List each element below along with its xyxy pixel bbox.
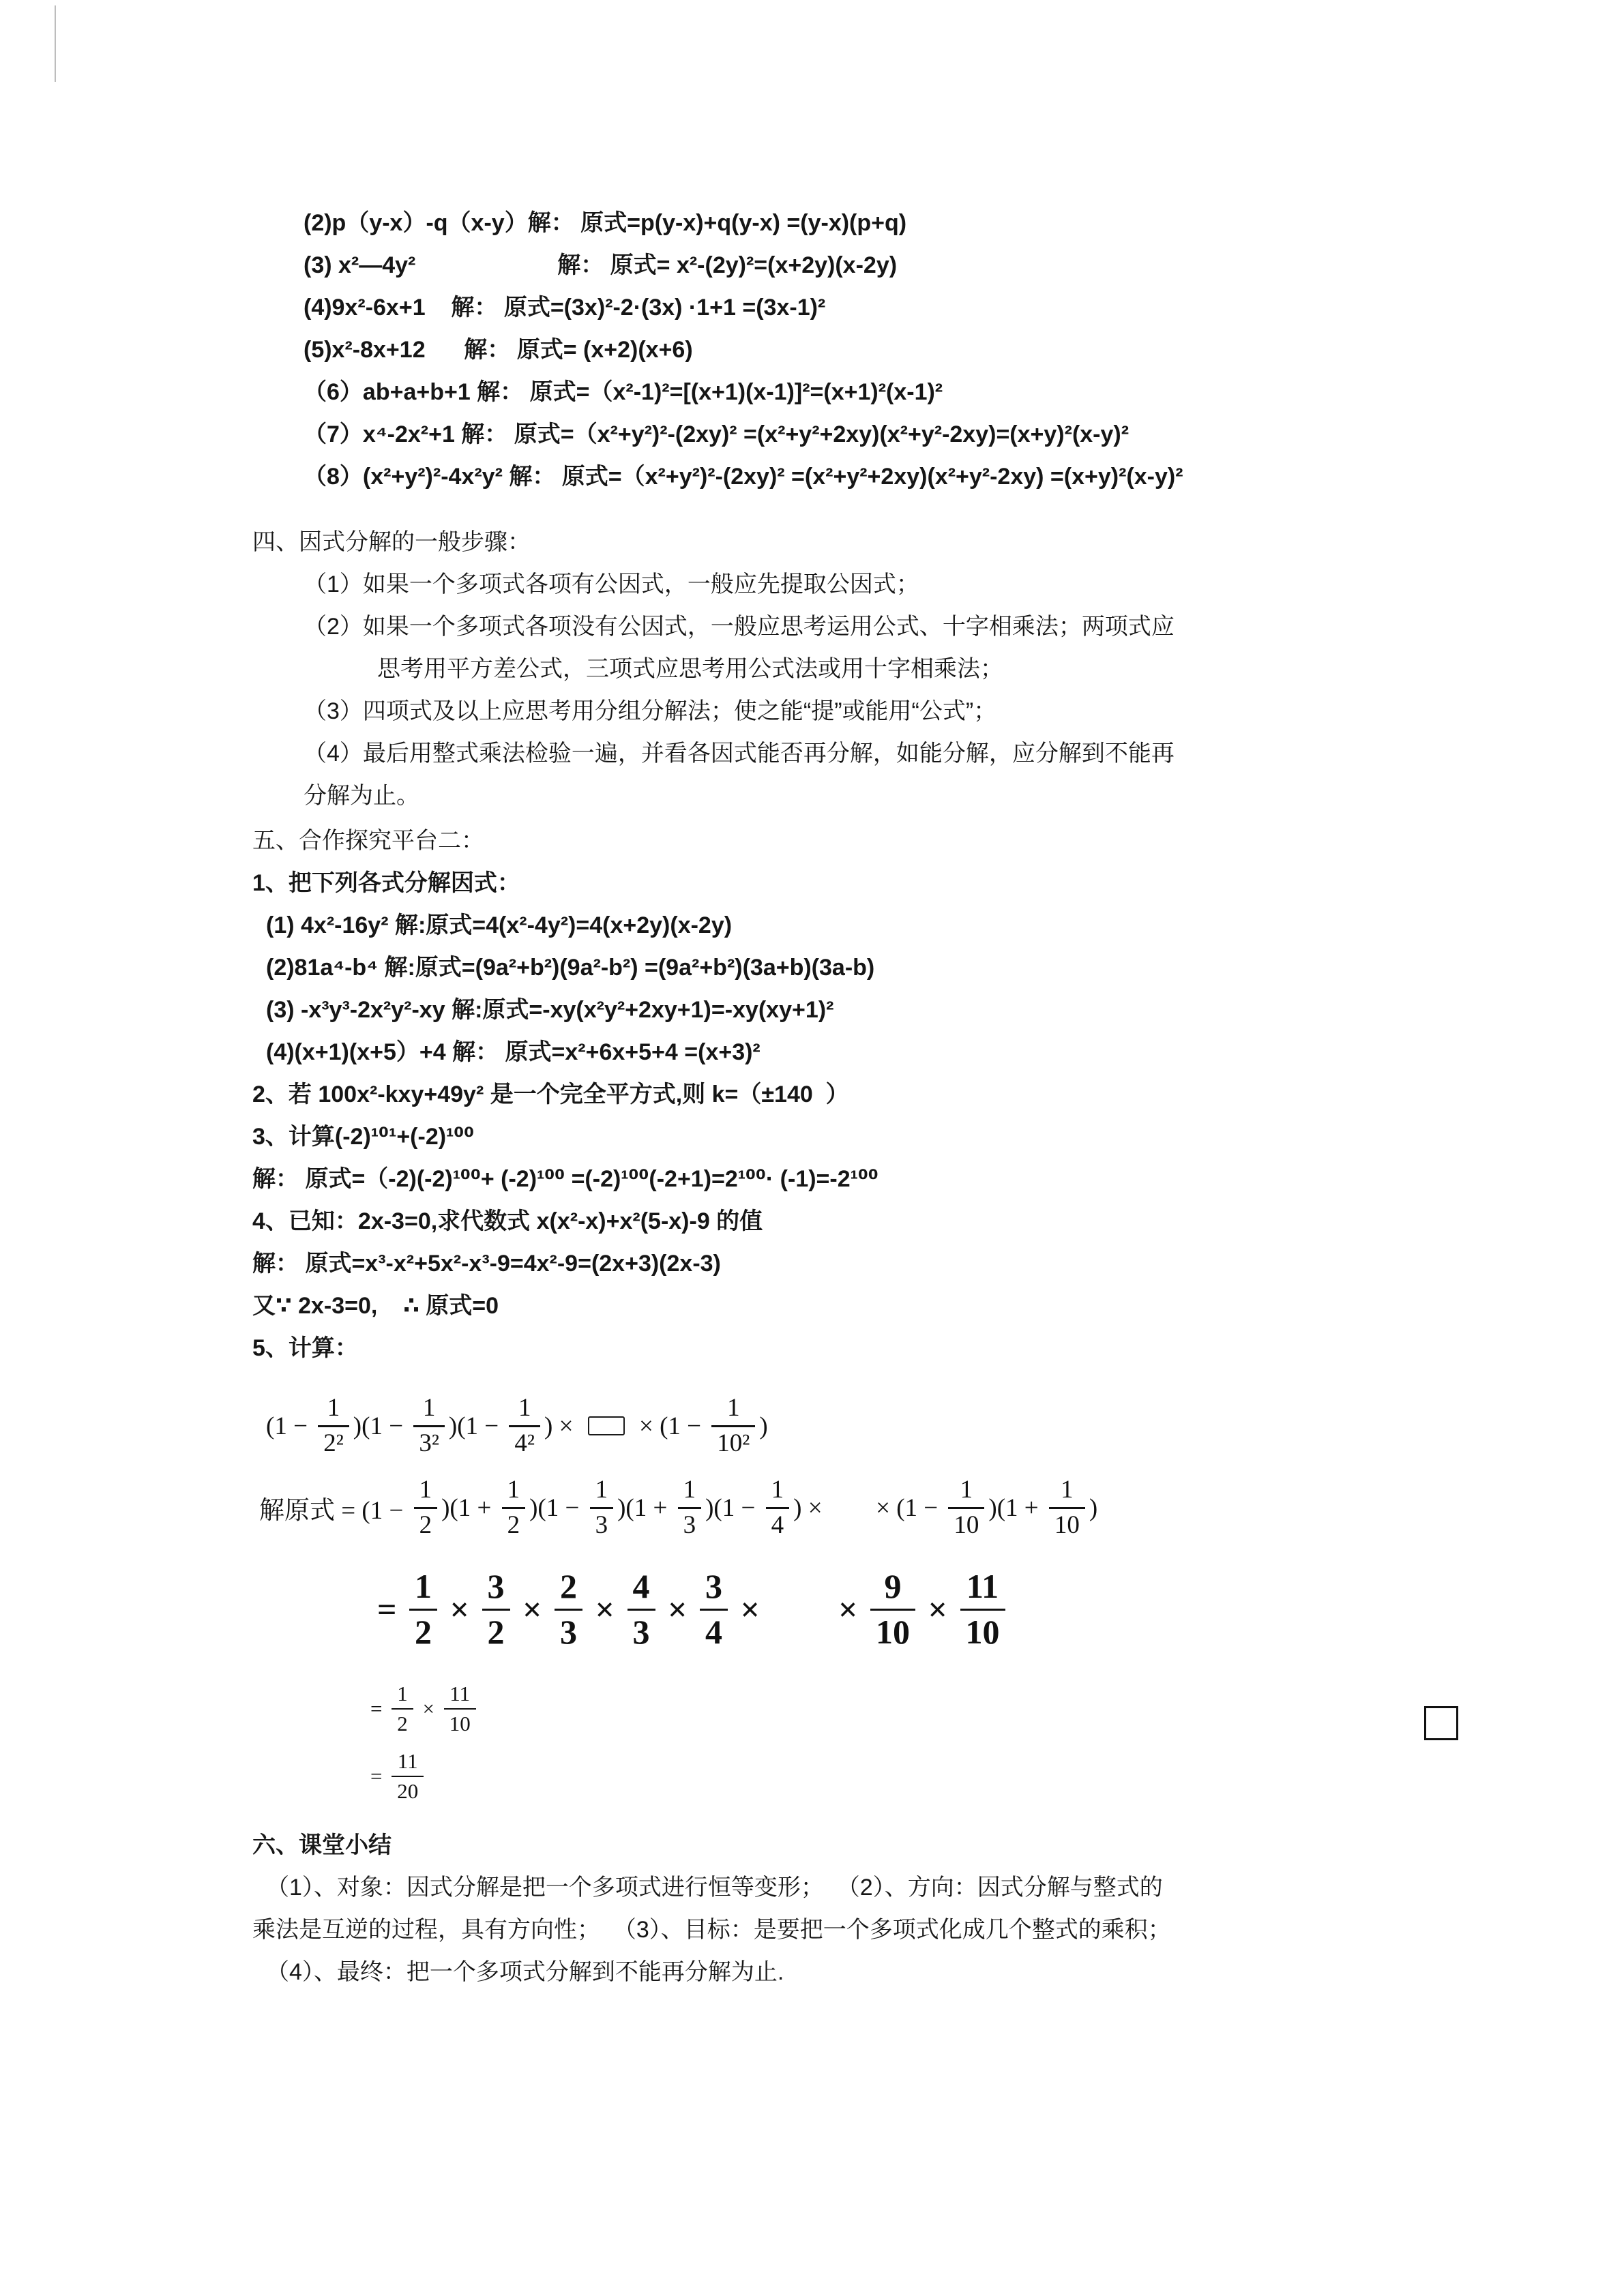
fraction-numerator: 11 [966,1567,999,1606]
fraction-numerator: 2 [560,1567,577,1606]
problem-1-heading: 1、把下列各式分解因式： [252,870,520,896]
fraction-denominator: 3 [555,1609,582,1652]
math-text: )(1 − [529,1493,586,1522]
math-text: × [514,1590,550,1629]
fraction-denominator: 4² [509,1425,540,1459]
problem-2: 2、若 100x²-kxy+49y² 是一个完全平方式,则 k=（±140 ） [252,1082,849,1107]
fraction-denominator: 10 [444,1708,476,1736]
problem-3: 3、计算(-2)¹⁰¹+(-2)¹⁰⁰ [252,1124,475,1150]
problem-4: 4、已知：2x-3=0,求代数式 x(x²-x)+x²(5-x)-9 的值 [252,1208,763,1234]
solution-line-3: (3) x²—4y² 解： 原式= x²-(2y)²=(x+2y)(x-2y) [304,252,898,278]
math-line [252,1567,1432,1652]
fraction [678,1476,702,1540]
fraction-numerator: 1 [518,1394,531,1422]
solution-line-6: （6）ab+a+b+1 解： 原式=（x²-1)²=[(x+1)(x-1)]²=(x+1)²(x-1)² [304,379,943,405]
math-text: ) [759,1412,768,1440]
fraction [960,1567,1005,1652]
fraction-numerator: 1 [422,1394,436,1422]
fraction [948,1476,984,1540]
solution-line-8: （8）(x²+y²)²-4x²y² 解： 原式=（x²+y²)²-(2xy)² =(x²+y²+2xy)(x²+y²-2xy) =(x+y)²(x-y)² [304,464,1183,490]
fraction-numerator: 1 [595,1476,608,1504]
fraction [413,1394,445,1458]
problem-1-item-2: (2)81a⁴-b⁴ 解:原式=(9a²+b²)(9a²-b²) =(9a²+b²)(3a+b)(3a-b) [266,955,875,981]
fraction-denominator: 3 [590,1507,614,1540]
solution-line-5: (5)x²-8x+12 解： 原式= (x+2)(x+6) [304,337,693,363]
fraction-denominator: 2 [392,1708,413,1736]
math-text: × [919,1590,956,1629]
section-six-summary [252,1824,1432,1993]
fraction [711,1394,755,1458]
section-four-heading: 四、因式分解的一般步骤： [252,529,531,555]
fraction-denominator: 10 [948,1507,984,1540]
math-text: × [732,1590,769,1629]
fraction-denominator: 2 [502,1507,526,1540]
step-2: （2）如果一个多项式各项没有公因式，一般应思考运用公式、十字相乘法；两项式应 [304,614,1175,640]
fraction-denominator: 10 [870,1609,915,1652]
problem-1-item-4: (4)(x+1)(x+5）+4 解： 原式=x²+6x+5+4 =(x+3)² [266,1039,761,1065]
solution-line-2: (2)p（y-x）-q（x-y）解： 原式=p(y-x)+q(y-x) =(y-x)(p+q) [304,210,907,236]
section-four-steps [252,521,1432,817]
blank-gap [769,1609,830,1610]
fraction [555,1567,582,1652]
section-six-heading: 六、课堂小结 [252,1832,392,1858]
fraction [318,1394,349,1458]
fraction-numerator: 1 [415,1567,432,1606]
math-text: = [370,1764,388,1789]
fraction-denominator: 4 [766,1507,790,1540]
summary-line-2: 乘法是互逆的过程，具有方向性； （3）、目标：是要把一个多项式化成几个整式的乘积； [252,1916,1171,1943]
fraction-numerator: 4 [632,1567,650,1606]
problem-4-conclusion: 又∵ 2x-3=0, ∴ 原式=0 [252,1293,499,1319]
step-4-continued: 分解为止。 [304,783,419,809]
math-text: )(1 − [448,1412,505,1440]
fraction [392,1682,413,1735]
math-text: )(1 − [353,1412,410,1440]
fraction [482,1567,510,1652]
fraction-denominator: 2 [414,1507,438,1540]
fraction-numerator: 1 [1061,1476,1074,1504]
fraction-numerator: 11 [397,1749,418,1774]
fraction [409,1567,437,1652]
math-text: ) × [793,1493,829,1522]
fraction-numerator: 1 [507,1476,520,1504]
blank-box [588,1416,625,1435]
fraction [628,1567,655,1652]
math-text: × [417,1696,440,1720]
fraction-denominator: 2 [482,1609,510,1652]
math-text: )(1 + [441,1493,498,1522]
math-text: = [370,1696,388,1720]
math-text: ) × [544,1412,580,1440]
fraction-denominator: 3 [678,1507,702,1540]
page-edge-artifact [55,5,56,82]
solution-line-4: (4)9x²-6x+1 解： 原式=(3x)²-2·(3x) ·1+1 =(3x-1)² [304,295,826,320]
factoring-solutions-block [252,202,1432,498]
fraction [590,1476,614,1540]
fraction [509,1394,540,1458]
math-text: )(1 + [988,1493,1045,1522]
fraction-numerator: 1 [683,1476,696,1504]
problem-3-solution: 解： 原式=（-2)(-2)¹⁰⁰+ (-2)¹⁰⁰ =(-2)¹⁰⁰(-2+1)=2¹⁰⁰· (-1)=-2¹⁰⁰ [252,1166,879,1192]
problem-1-item-3: (3) -x³y³-2x²y²-xy 解:原式=-xy(x²y²+2xy+1)=-xy(xy+1)² [266,997,834,1023]
problem-5-heading: 5、计算： [252,1335,358,1361]
fraction-numerator: 3 [705,1567,722,1606]
math-text: × [659,1590,696,1629]
fraction-numerator: 1 [419,1476,432,1504]
fraction-numerator: 1 [960,1476,973,1504]
fraction [414,1476,438,1540]
fraction [870,1567,915,1652]
step-3: （3）四项式及以上应思考用分组分解法；使之能“提”或能用“公式”； [304,698,997,724]
solution-line-7: （7）x⁴-2x²+1 解： 原式=（x²+y²)²-(2xy)² =(x²+y²+2xy)(x²+y²-2xy)=(x+y)²(x-y)² [304,421,1130,447]
fraction-numerator: 11 [449,1682,471,1706]
section-five-heading: 五、合作探究平台二： [252,828,484,854]
fraction [766,1476,790,1540]
problem-4-solution: 解： 原式=x³-x²+5x²-x³-9=4x²-9=(2x+3)(2x-3) [252,1251,721,1277]
math-text: × [441,1590,478,1629]
section-five-problems [252,820,1432,1369]
fraction-denominator: 2² [318,1425,349,1459]
fraction-numerator: 9 [884,1567,902,1606]
fraction [700,1567,728,1652]
fraction [392,1749,424,1803]
fraction-numerator: 1 [771,1476,784,1504]
math-line [252,1394,1432,1458]
math-text: × [587,1590,623,1629]
fraction [502,1476,526,1540]
problem-1-item-1: (1) 4x²-16y² 解:原式=4(x²-4y²)=4(x+2y)(x-2y) [266,912,733,938]
math-text: ) [1089,1493,1098,1522]
fraction-numerator: 1 [327,1394,340,1422]
summary-line-1: （1）、对象：因式分解是把一个多项式进行恒等变形； （2）、方向：因式分解与整式的 [266,1874,1163,1900]
math-text: 解原式 = (1 − [259,1497,410,1525]
math-text: )(1 + [617,1493,674,1522]
document-content [252,202,1432,1993]
fraction-numerator: 1 [727,1394,740,1422]
math-text: )(1 − [705,1493,762,1522]
fraction-denominator: 2 [409,1609,437,1652]
math-text: × (1 − [632,1412,708,1440]
step-2-continued: 思考用平方差公式，三项式应思考用公式法或用十字相乘法； [377,656,1003,682]
math-line [252,1682,1432,1735]
math-line [252,1749,1432,1803]
fraction-denominator: 10² [711,1425,755,1459]
step-1: （1）如果一个多项式各项有公因式，一般应先提取公因式； [304,571,919,597]
answer-box [1424,1706,1458,1740]
math-text: = [377,1590,405,1629]
math-work-block [252,1394,1432,1804]
math-line [252,1476,1432,1540]
fraction-denominator: 10 [960,1609,1005,1652]
math-text: × (1 − [869,1493,945,1522]
math-text: × [829,1590,866,1629]
step-4: （4）最后用整式乘法检验一遍，并看各因式能否再分解，如能分解，应分解到不能再 [304,741,1175,766]
fraction-denominator: 20 [392,1776,424,1804]
fraction [1049,1476,1085,1540]
fraction-denominator: 4 [700,1609,728,1652]
fraction-denominator: 10 [1049,1507,1085,1540]
math-text: (1 − [266,1412,314,1440]
fraction-denominator: 3 [628,1609,655,1652]
summary-line-3: （4）、最终：把一个多项式分解到不能再分解为止. [266,1958,784,1985]
fraction [444,1682,476,1735]
fraction-numerator: 1 [397,1682,408,1706]
fraction-numerator: 3 [487,1567,505,1606]
fraction-denominator: 3² [413,1425,445,1459]
